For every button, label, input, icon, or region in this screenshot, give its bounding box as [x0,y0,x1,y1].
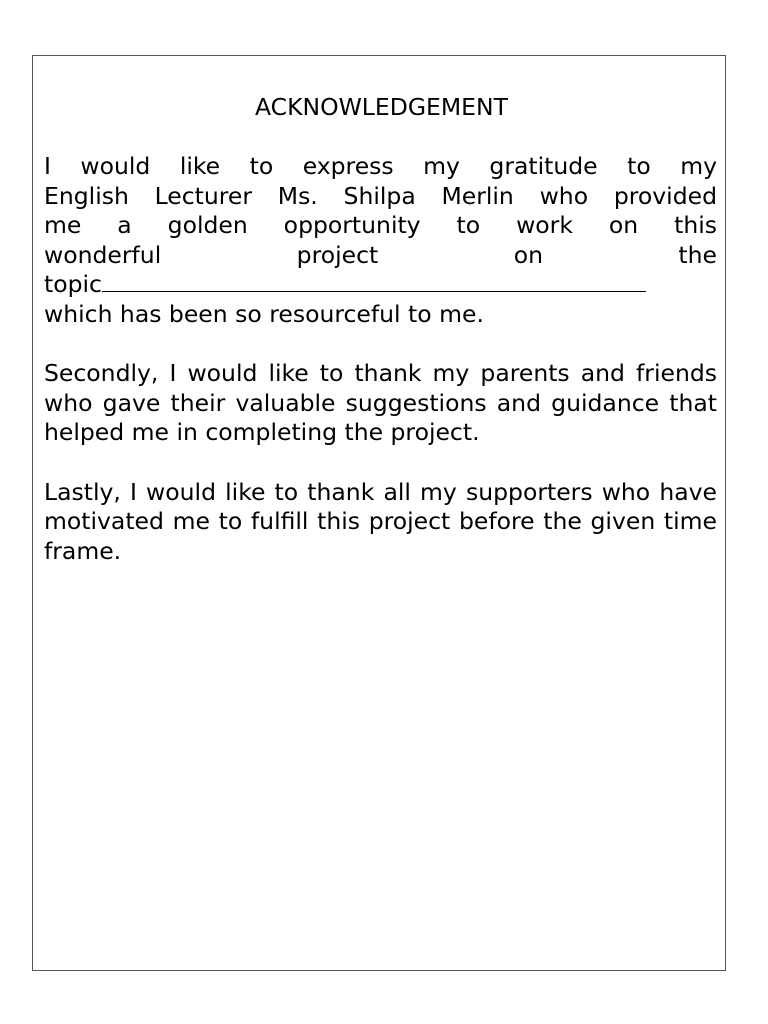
page-title: ACKNOWLEDGEMENT [255,93,508,121]
topic-line [44,270,717,300]
paragraph-gratitude [44,152,717,330]
paragraph-supporters: Lastly, I would like to thank all my supporters who have motivated me to fulfill this project before the given time frame. [44,477,717,565]
topic-blank-field[interactable] [102,271,646,292]
document-body [44,90,717,596]
paragraph-line: me a golden opportunity to work on this [44,211,717,240]
paragraph-line: English Lecturer Ms. Shilpa Merlin who provided [44,181,717,210]
paragraph-line: which has been so resourceful to me. [44,299,484,328]
topic-label: topic [44,270,102,299]
paragraph-parents-friends: Secondly, I would like to thank my parents and friends who gave their valuable suggestions and guidance that helped me in completing the project. [44,359,717,447]
paragraph-line: wonderful project on the [44,240,717,269]
paragraph-line: I would like to express my gratitude to my [44,152,717,180]
